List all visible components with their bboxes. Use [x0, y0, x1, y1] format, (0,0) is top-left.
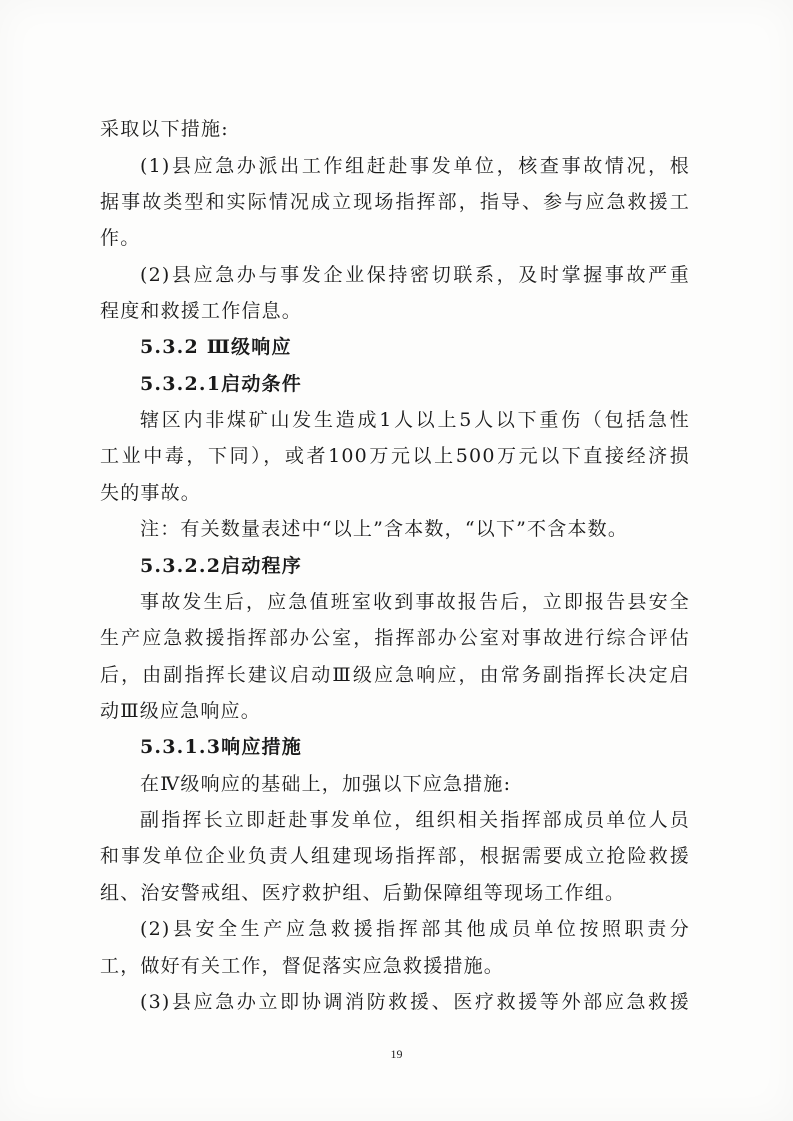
section-heading: 5.3.2.1启动条件 [140, 373, 302, 395]
paragraph-line: (1)县应急办派出工作组赶赴事发单位，核查事故情况，根 [140, 155, 690, 177]
paragraph-line: 作。 [100, 227, 141, 249]
paragraph-line: 在Ⅳ级响应的基础上，加强以下应急措施: [140, 773, 512, 795]
paragraph-line: 失的事故。 [100, 482, 202, 504]
section-heading: 5.3.2 Ⅲ级响应 [140, 336, 292, 358]
paragraph-line: (2)县安全生产应急救援指挥部其他成员单位按照职责分 [140, 918, 690, 940]
paragraph-line: 动Ⅲ级应急响应。 [100, 700, 261, 722]
paragraph-line: 组、治安警戒组、医疗救护组、后勤保障组等现场工作组。 [100, 882, 626, 904]
note-line: 注：有关数量表述中“以上”含本数，“以下”不含本数。 [140, 518, 629, 540]
paragraph-line: 工，做好有关工作，督促落实应急救援措施。 [100, 955, 505, 977]
paragraph-line: (3)县应急办立即协调消防救援、医疗救援等外部应急救援 [140, 991, 690, 1013]
paragraph-line: 程度和救援工作信息。 [100, 300, 303, 322]
paragraph-line: 辖区内非煤矿山发生造成1人以上5人以下重伤（包括急性 [140, 409, 690, 431]
paragraph-line: 副指挥长立即赶赴事发单位，组织相关指挥部成员单位人员 [140, 809, 690, 831]
section-heading: 5.3.2.2启动程序 [140, 555, 302, 577]
paragraph-line: 和事发单位企业负责人组建现场指挥部，根据需要成立抢险救援 [100, 845, 690, 867]
paragraph-line: 事故发生后，应急值班室收到事故报告后，立即报告县安全 [140, 591, 690, 613]
paragraph-line: 生产应急救援指挥部办公室，指挥部办公室对事故进行综合评估 [100, 627, 690, 649]
paragraph-line: 后，由副指挥长建议启动Ⅲ级应急响应，由常务副指挥长决定启 [100, 664, 690, 686]
paragraph-line: (2)县应急办与事发企业保持密切联系，及时掌握事故严重 [140, 264, 690, 286]
section-heading: 5.3.1.3响应措施 [140, 736, 302, 758]
paragraph-line: 采取以下措施: [100, 118, 229, 140]
page-number: 19 [390, 1047, 403, 1061]
paragraph-line: 工业中毒，下同），或者100万元以上500万元以下直接经济损 [100, 445, 690, 467]
paragraph-line: 据事故类型和实际情况成立现场指挥部，指导、参与应急救援工 [100, 191, 690, 213]
